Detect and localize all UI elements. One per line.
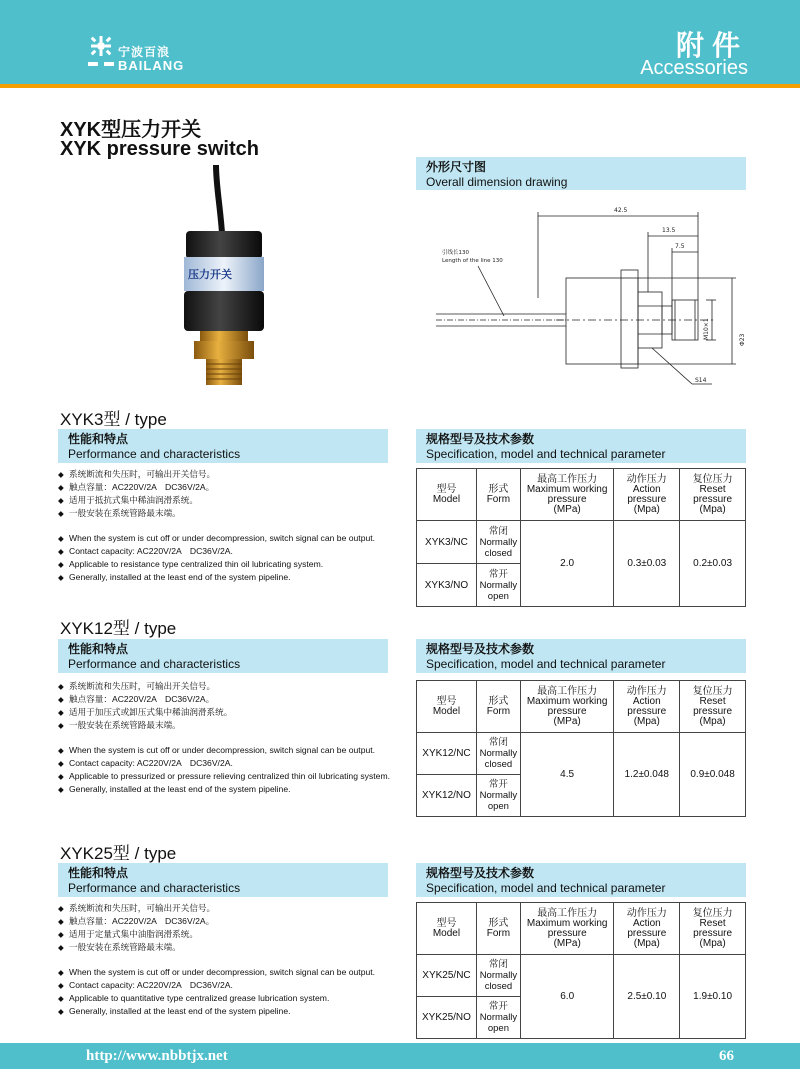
feature-item: ◆ When the system is cut off or under decompression, switch signal can be output. <box>58 532 398 545</box>
header-maxp-unit: (MPa) <box>553 503 581 515</box>
feature-item: ◆ 系统断流和失压时，可输出开关信号。 <box>58 902 398 915</box>
perf-title-cn: 性能和特点 <box>68 642 129 656</box>
feature-item: ◆ Generally, installed at the least end of the system pipeline. <box>58 783 398 796</box>
perf-bar-xyk12 <box>58 639 388 673</box>
form-cn: 常闭 <box>488 959 508 970</box>
header-form-en: Form <box>486 927 511 939</box>
max-pressure-cell: 6.0 <box>520 955 614 1039</box>
header-action-en: Action pressure <box>627 483 667 505</box>
perf-title-en: Performance and characteristics <box>68 881 241 895</box>
header-model-en: Model <box>432 705 461 717</box>
action-pressure-cell: 0.3±0.03 <box>614 521 680 607</box>
table-row <box>417 955 746 997</box>
model-cell: XYK25/NO <box>417 997 477 1039</box>
thread-label: M10×1 <box>703 318 710 340</box>
header-maxp-unit: (MPa) <box>553 937 581 949</box>
perf-bar-xyk25 <box>58 863 388 897</box>
logo-text-en: BAILANG <box>118 58 185 73</box>
reset-pressure-cell: 0.2±0.03 <box>680 521 746 607</box>
feature-item: ◆ 适用于定量式集中油脂润滑系统。 <box>58 928 398 941</box>
header-action-en: Action pressure <box>627 695 667 717</box>
page-number: 66 <box>719 1048 734 1064</box>
form-cn: 常开 <box>488 1001 508 1012</box>
form-cn: 常闭 <box>488 525 508 537</box>
header-reset-en: Reset pressure <box>693 695 733 717</box>
header-action-cn: 动作压力 <box>626 907 667 919</box>
form-en: Normally open <box>479 579 518 602</box>
header-model-cn: 型号 <box>436 917 457 929</box>
action-pressure-cell: 2.5±0.10 <box>614 955 680 1039</box>
header-reset-cn: 复位压力 <box>692 473 733 485</box>
dim-small-label: 7.5 <box>675 243 685 250</box>
type-title-xyk25: XYK25型 / type <box>60 844 177 863</box>
header-maxp-en: Maximum working pressure <box>526 695 608 717</box>
spec-bar-xyk25 <box>416 863 746 897</box>
feature-item: ◆ 触点容量：AC220V/2A DC36V/2A。 <box>58 693 398 706</box>
hex-size-label: S14 <box>695 377 707 384</box>
action-pressure-cell: 1.2±0.048 <box>614 733 680 817</box>
feature-item: ◆ Contact capacity: AC220V/2A DC36V/2A. <box>58 545 398 558</box>
feature-item: ◆ Applicable to pressurized or pressure relieving centralized thin oil lubricating system. <box>58 770 398 783</box>
header-form-en: Form <box>486 705 511 717</box>
header-action-unit: (Mpa) <box>633 503 660 515</box>
perf-title-en: Performance and characteristics <box>68 657 241 671</box>
form-en: Normally closed <box>479 748 518 770</box>
spec-title-cn: 规格型号及技术参数 <box>426 642 535 656</box>
feature-item: ◆ Contact capacity: AC220V/2A DC36V/2A. <box>58 757 398 770</box>
form-cn: 常开 <box>488 779 508 790</box>
table-row <box>417 521 746 564</box>
form-en: Normally closed <box>479 536 518 559</box>
bailang-logo-icon <box>86 32 116 72</box>
header-maxp-en: Maximum working pressure <box>526 483 608 505</box>
header-maxp-cn: 最高工作压力 <box>537 473 598 485</box>
spec-bar-xyk12 <box>416 639 746 673</box>
model-cell: XYK12/NC <box>417 733 477 775</box>
pressure-switch-photo <box>172 165 276 390</box>
form-en: Normally closed <box>479 970 518 992</box>
product-title-cn: XYK型压力开关 <box>60 119 202 141</box>
spec-title-en: Specification, model and technical parameter <box>426 657 666 671</box>
header-reset-unit: (Mpa) <box>699 937 726 949</box>
feature-item: ◆ Generally, installed at the least end of the system pipeline. <box>58 571 398 584</box>
spec-title-cn: 规格型号及技术参数 <box>426 432 535 446</box>
feature-item: ◆ 触点容量：AC220V/2A DC36V/2A。 <box>58 915 398 928</box>
header-action-cn: 动作压力 <box>626 685 667 697</box>
model-cell: XYK12/NO <box>417 775 477 817</box>
spec-bar-xyk3 <box>416 429 746 463</box>
header-model-cn: 型号 <box>436 695 457 707</box>
spec-title-cn: 规格型号及技术参数 <box>426 866 535 880</box>
feature-item: ◆ Applicable to quantitative type centralized grease lubrication system. <box>58 992 398 1005</box>
feature-item: ◆ 一般安装在系统管路最末端。 <box>58 941 398 954</box>
header-maxp-unit: (MPa) <box>553 715 581 727</box>
header-form-en: Form <box>486 493 511 505</box>
header-action-cn: 动作压力 <box>626 473 667 485</box>
form-en: Normally open <box>479 790 518 812</box>
form-en: Normally open <box>479 1012 518 1034</box>
type-title-xyk3: XYK3型 / type <box>60 410 167 429</box>
model-cell: XYK3/NC <box>417 521 477 564</box>
spec-title-en: Specification, model and technical parameter <box>426 881 666 895</box>
spec-table-xyk3 <box>416 468 746 607</box>
feature-item: ◆ 适用于抵抗式集中稀油润滑系统。 <box>58 494 398 507</box>
dim-mid-label: 13.5 <box>662 227 676 234</box>
diameter-label: Φ23 <box>739 333 746 346</box>
lead-length-cn: 引线长130 <box>442 250 469 256</box>
header-action-en: Action pressure <box>627 917 667 939</box>
feature-item: ◆ 系统断流和失压时，可输出开关信号。 <box>58 680 398 693</box>
perf-title-en: Performance and characteristics <box>68 447 241 461</box>
spec-title-en: Specification, model and technical parameter <box>426 447 666 461</box>
model-cell: XYK3/NO <box>417 564 477 607</box>
features-list-xyk12 <box>58 680 398 796</box>
feature-item: ◆ When the system is cut off or under decompression, switch signal can be output. <box>58 966 398 979</box>
spec-table-xyk25 <box>416 902 746 1039</box>
table-row <box>417 733 746 775</box>
header-reset-cn: 复位压力 <box>692 685 733 697</box>
feature-item: ◆ 一般安装在系统管路最末端。 <box>58 719 398 732</box>
form-cn: 常闭 <box>488 737 508 748</box>
reset-pressure-cell: 1.9±0.10 <box>680 955 746 1039</box>
lead-length-en: Length of the line 130 <box>442 258 503 264</box>
reset-pressure-cell: 0.9±0.048 <box>680 733 746 817</box>
header-form-cn: 形式 <box>488 483 509 495</box>
perf-title-cn: 性能和特点 <box>68 866 129 880</box>
header-model-en: Model <box>432 493 461 505</box>
header-reset-en: Reset pressure <box>693 483 733 505</box>
website-link[interactable]: http://www.nbbtjx.net <box>86 1048 228 1064</box>
perf-title-cn: 性能和特点 <box>68 432 129 446</box>
section-title-en: Accessories <box>640 57 748 79</box>
drawing-title-cn: 外形尺寸图 <box>426 160 487 174</box>
feature-item: ◆ 系统断流和失压时，可输出开关信号。 <box>58 468 398 481</box>
spec-table-xyk12 <box>416 680 746 817</box>
max-pressure-cell: 4.5 <box>520 733 613 817</box>
feature-item: ◆ 一般安装在系统管路最末端。 <box>58 507 398 520</box>
header-maxp-cn: 最高工作压力 <box>537 907 598 919</box>
header-model-cn: 型号 <box>436 483 457 495</box>
dimension-drawing <box>416 198 746 394</box>
section-title-cn: 附件 <box>675 30 748 61</box>
perf-bar-xyk3 <box>58 429 388 463</box>
header-reset-en: Reset pressure <box>693 917 733 939</box>
header-form-cn: 形式 <box>488 917 509 929</box>
drawing-title-bar <box>416 157 746 190</box>
header-form-cn: 形式 <box>488 695 509 707</box>
header-reset-unit: (Mpa) <box>699 503 726 515</box>
header-maxp-en: Maximum working pressure <box>526 917 608 939</box>
header-action-unit: (Mpa) <box>633 715 660 727</box>
header-accent-line <box>0 84 800 88</box>
photo-label-text: 压力开关 <box>188 268 232 281</box>
form-cn: 常开 <box>488 568 508 580</box>
model-cell: XYK25/NC <box>417 955 477 997</box>
feature-item: ◆ Contact capacity: AC220V/2A DC36V/2A. <box>58 979 398 992</box>
dim-total-label: 42.5 <box>614 207 628 214</box>
product-title-en: XYK pressure switch <box>60 138 259 160</box>
max-pressure-cell: 2.0 <box>520 521 614 607</box>
page-footer <box>0 1043 800 1069</box>
header-reset-unit: (Mpa) <box>699 715 726 727</box>
features-list-xyk3 <box>58 468 398 584</box>
feature-item: ◆ 适用于加压式或卸压式集中稀油润滑系统。 <box>58 706 398 719</box>
features-list-xyk25 <box>58 902 398 1018</box>
drawing-title-en: Overall dimension drawing <box>426 175 568 189</box>
feature-item: ◆ Applicable to resistance type centralized thin oil lubricating system. <box>58 558 398 571</box>
header-model-en: Model <box>432 927 461 939</box>
header-reset-cn: 复位压力 <box>692 907 733 919</box>
logo-text-cn: 宁波百浪 <box>118 45 171 59</box>
type-title-xyk12: XYK12型 / type <box>60 619 177 638</box>
header-action-unit: (Mpa) <box>633 937 660 949</box>
feature-item: ◆ 触点容量：AC220V/2A DC36V/2A。 <box>58 481 398 494</box>
feature-item: ◆ Generally, installed at the least end of the system pipeline. <box>58 1005 398 1018</box>
feature-item: ◆ When the system is cut off or under decompression, switch signal can be output. <box>58 744 398 757</box>
header-maxp-cn: 最高工作压力 <box>537 685 598 697</box>
